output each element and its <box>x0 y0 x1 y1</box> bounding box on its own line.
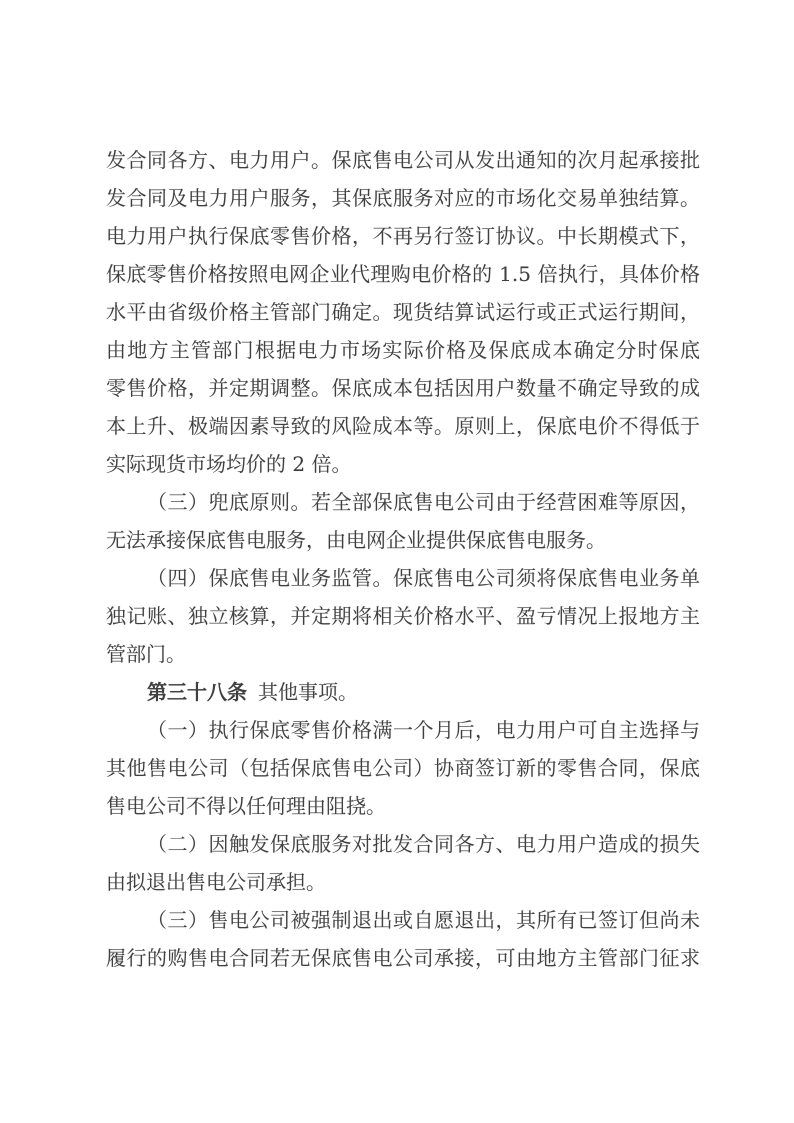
text-line: 由地方主管部门根据电力市场实际价格及保底成本确定分时保底 <box>106 338 700 362</box>
article-heading <box>106 673 700 711</box>
text-line: 独记账、独立核算，并定期将相关价格水平、盈亏情况上报地方主 <box>106 604 700 628</box>
text-line: 实际现货市场均价的 2 倍。 <box>106 452 352 476</box>
text-line: 发合同各方、电力用户。保底售电公司从发出通知的次月起承接批 <box>106 148 700 172</box>
document-body <box>106 141 700 977</box>
text-line: （二）因触发保底服务对批发合同各方、电力用户造成的损失 <box>147 832 700 856</box>
text-line: （三）兜底原则。若全部保底售电公司由于经营困难等原因， <box>147 490 700 514</box>
text-line: 电力用户执行保底零售价格，不再另行签订协议。中长期模式下， <box>106 224 700 248</box>
text-line: 保底零售价格按照电网企业代理购电价格的 1.5 倍执行，具体价格 <box>106 262 700 286</box>
text-line: 管部门。 <box>106 642 186 666</box>
article-title: 其他事项。 <box>258 680 358 704</box>
text-line: 无法承接保底售电服务，由电网企业提供保底售电服务。 <box>106 528 606 552</box>
text-line: （四）保底售电业务监管。保底售电公司须将保底售电业务单 <box>147 566 700 590</box>
text-line: （一）执行保底零售价格满一个月后，电力用户可自主选择与 <box>147 718 700 742</box>
text-line: 其他售电公司（包括保底售电公司）协商签订新的零售合同，保底 <box>106 756 700 780</box>
text-line: 售电公司不得以任何理由阻挠。 <box>106 794 386 818</box>
text-line: 水平由省级价格主管部门确定。现货结算试运行或正式运行期间， <box>106 300 700 324</box>
text-line: 本上升、极端因素导致的风险成本等。原则上，保底电价不得低于 <box>106 414 700 438</box>
text-line: 履行的购售电合同若无保底售电公司承接，可由地方主管部门征求 <box>106 946 700 970</box>
text-line: 零售价格，并定期调整。保底成本包括因用户数量不确定导致的成 <box>106 376 700 400</box>
text-line: 由拟退出售电公司承担。 <box>106 870 326 894</box>
article-number: 第三十八条 <box>147 680 247 704</box>
text-line: 发合同及电力用户服务，其保底服务对应的市场化交易单独结算。 <box>106 186 700 210</box>
text-line: （三）售电公司被强制退出或自愿退出，其所有已签订但尚未 <box>147 908 700 932</box>
